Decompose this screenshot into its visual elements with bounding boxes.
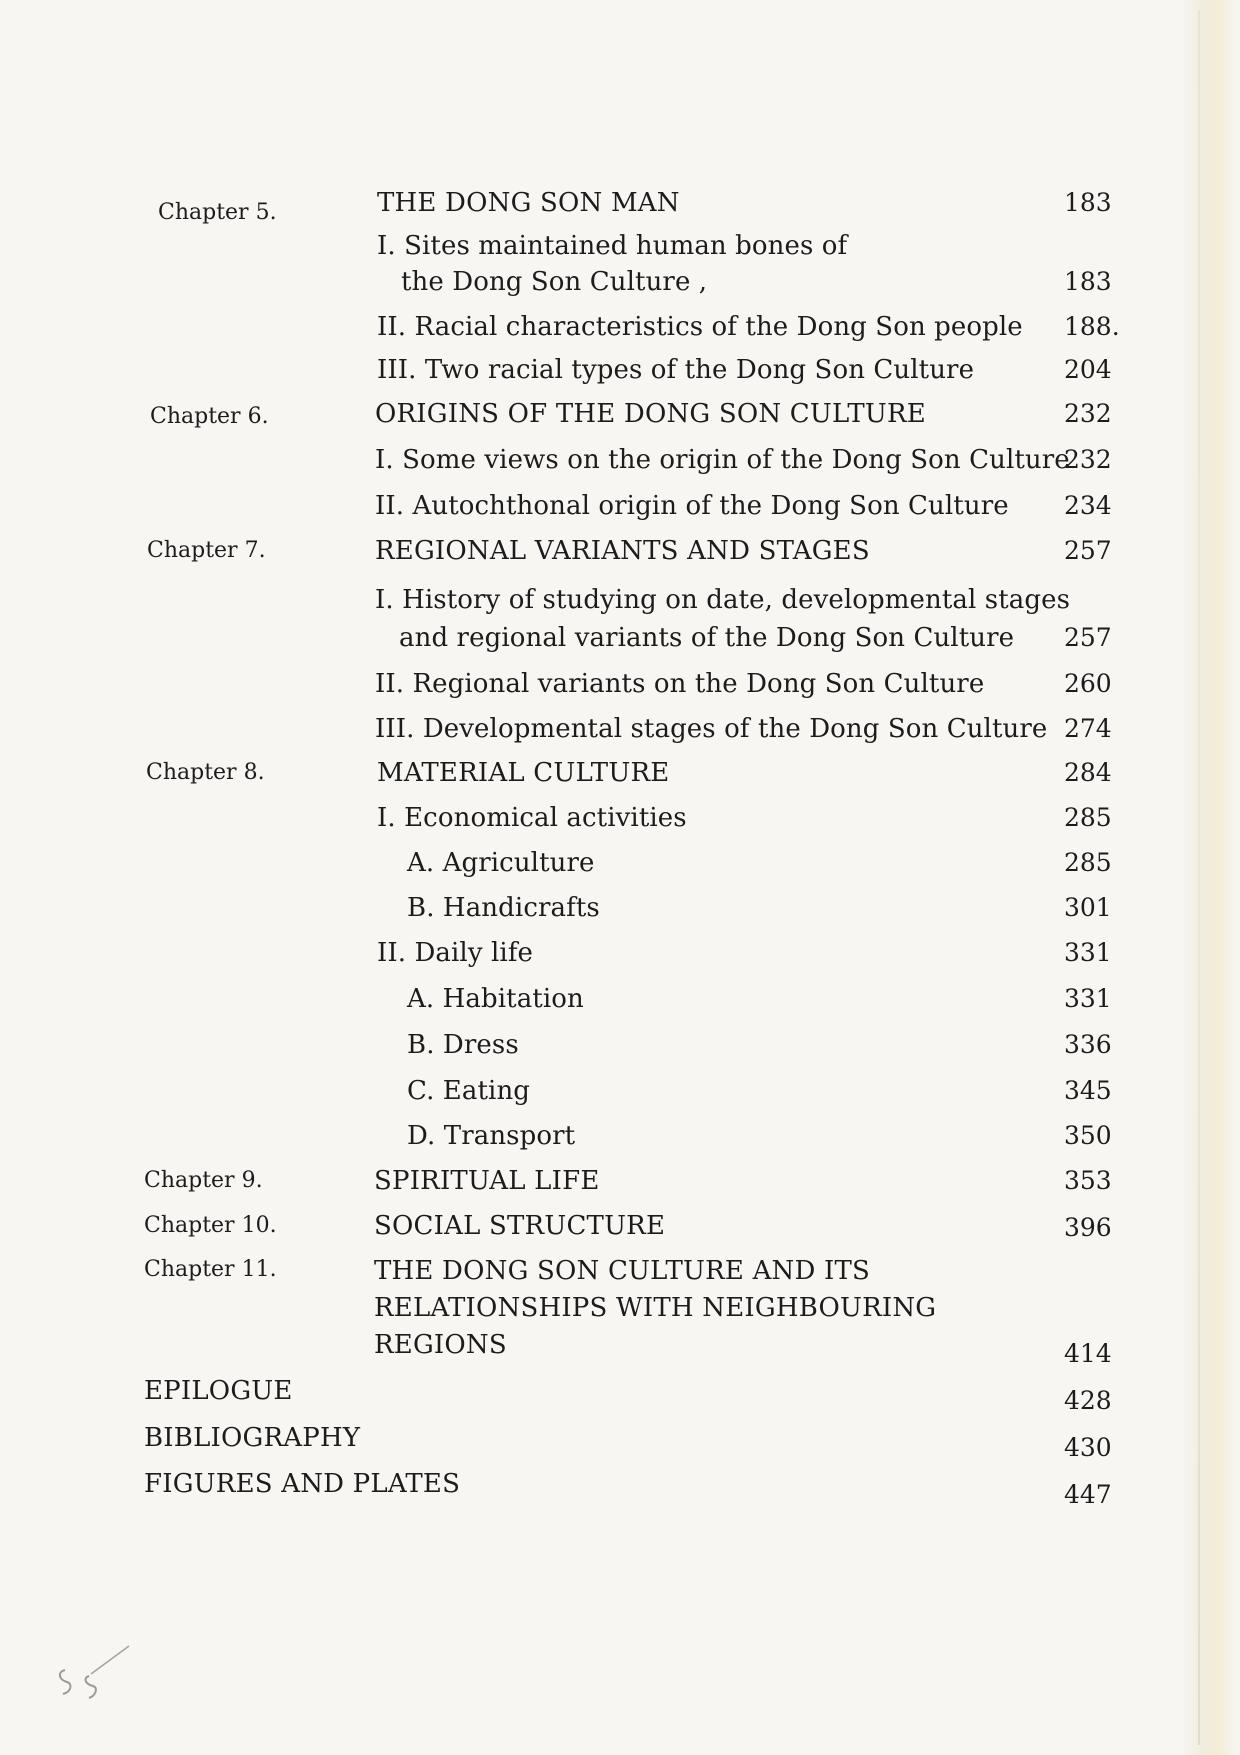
chapter-9-page: 353 (1064, 1166, 1112, 1195)
bibliography-page: 430 (1064, 1433, 1112, 1462)
section-8-2b-page: 336 (1064, 1030, 1112, 1059)
figures-and-plates-title: FIGURES AND PLATES (144, 1469, 461, 1499)
section-7-1-page: 257 (1064, 623, 1112, 652)
section-8-1a-title: A. Agriculture (407, 848, 595, 878)
chapter-9-title: SPIRITUAL LIFE (374, 1166, 600, 1196)
chapter-7-label: Chapter 7. (147, 538, 266, 563)
section-6-1-title: I. Some views on the origin of the Dong Son Culture (375, 445, 1070, 475)
section-7-3-page: 274 (1064, 714, 1112, 743)
handwritten-mark-icon (55, 1640, 135, 1710)
chapter-11-title-line3: REGIONS (374, 1330, 507, 1360)
chapter-7-page: 257 (1064, 536, 1112, 565)
section-8-2-title: II. Daily life (377, 938, 534, 968)
section-7-1-line2: and regional variants of the Dong Son Culture (399, 623, 1015, 653)
page-fold-line (1198, 10, 1200, 1745)
chapter-11-title-line2: RELATIONSHIPS WITH NEIGHBOURING (374, 1293, 937, 1323)
chapter-5-label: Chapter 5. (158, 200, 277, 225)
chapter-7-title: REGIONAL VARIANTS AND STAGES (375, 536, 870, 566)
epilogue-page: 428 (1064, 1386, 1112, 1415)
chapter-8-title: MATERIAL CULTURE (377, 758, 670, 788)
section-5-3-title: III. Two racial types of the Dong Son Culture (377, 355, 975, 385)
page-edge-shadow (1182, 0, 1240, 1755)
section-8-2d-title: D. Transport (407, 1121, 576, 1151)
chapter-9-label: Chapter 9. (144, 1168, 263, 1193)
chapter-11-title-line1: THE DONG SON CULTURE AND ITS (374, 1256, 871, 1286)
section-5-3-page: 204 (1064, 355, 1112, 384)
bibliography-title: BIBLIOGRAPHY (144, 1423, 361, 1453)
chapter-11-label: Chapter 11. (144, 1257, 277, 1282)
section-8-1-page: 285 (1064, 803, 1112, 832)
chapter-6-title: ORIGINS OF THE DONG SON CULTURE (375, 399, 926, 429)
chapter-10-label: Chapter 10. (144, 1213, 277, 1238)
section-8-1b-title: B. Handicrafts (407, 893, 600, 923)
chapter-11-page: 414 (1064, 1339, 1112, 1368)
section-8-1a-page: 285 (1064, 848, 1112, 877)
section-5-2-page: 188. (1064, 312, 1120, 341)
section-7-2-title: II. Regional variants on the Dong Son Culture (375, 669, 985, 699)
chapter-10-page: 396 (1064, 1213, 1112, 1242)
chapter-8-label: Chapter 8. (146, 760, 265, 785)
chapter-5-title: THE DONG SON MAN (377, 188, 680, 218)
section-8-2d-page: 350 (1064, 1121, 1112, 1150)
chapter-10-title: SOCIAL STRUCTURE (374, 1211, 666, 1241)
section-8-2a-title: A. Habitation (407, 984, 584, 1014)
section-8-2a-page: 331 (1064, 984, 1112, 1013)
chapter-6-page: 232 (1064, 399, 1112, 428)
chapter-6-label: Chapter 6. (150, 404, 269, 429)
section-8-2b-title: B. Dress (407, 1030, 519, 1060)
section-8-1-title: I. Economical activities (377, 803, 687, 833)
section-6-2-title: II. Autochthonal origin of the Dong Son Culture (375, 491, 1009, 521)
section-7-3-title: III. Developmental stages of the Dong Son Culture (375, 714, 1048, 744)
section-5-1-line1: I. Sites maintained human bones of (377, 231, 848, 261)
chapter-8-page: 284 (1064, 758, 1112, 787)
section-8-2c-page: 345 (1064, 1076, 1112, 1105)
section-6-2-page: 234 (1064, 491, 1112, 520)
section-8-2-page: 331 (1064, 938, 1112, 967)
section-5-1-line2: the Dong Son Culture , (401, 267, 708, 297)
epilogue-title: EPILOGUE (144, 1376, 293, 1406)
section-6-1-page: 232 (1064, 445, 1112, 474)
chapter-5-page: 183 (1064, 188, 1112, 217)
section-8-2c-title: C. Eating (407, 1076, 531, 1106)
section-5-1-page: 183 (1064, 267, 1112, 296)
section-7-1-line1: I. History of studying on date, developmental stages (375, 585, 1071, 615)
section-5-2-title: II. Racial characteristics of the Dong Son people (377, 312, 1023, 342)
section-7-2-page: 260 (1064, 669, 1112, 698)
section-8-1b-page: 301 (1064, 893, 1112, 922)
figures-and-plates-page: 447 (1064, 1480, 1112, 1509)
